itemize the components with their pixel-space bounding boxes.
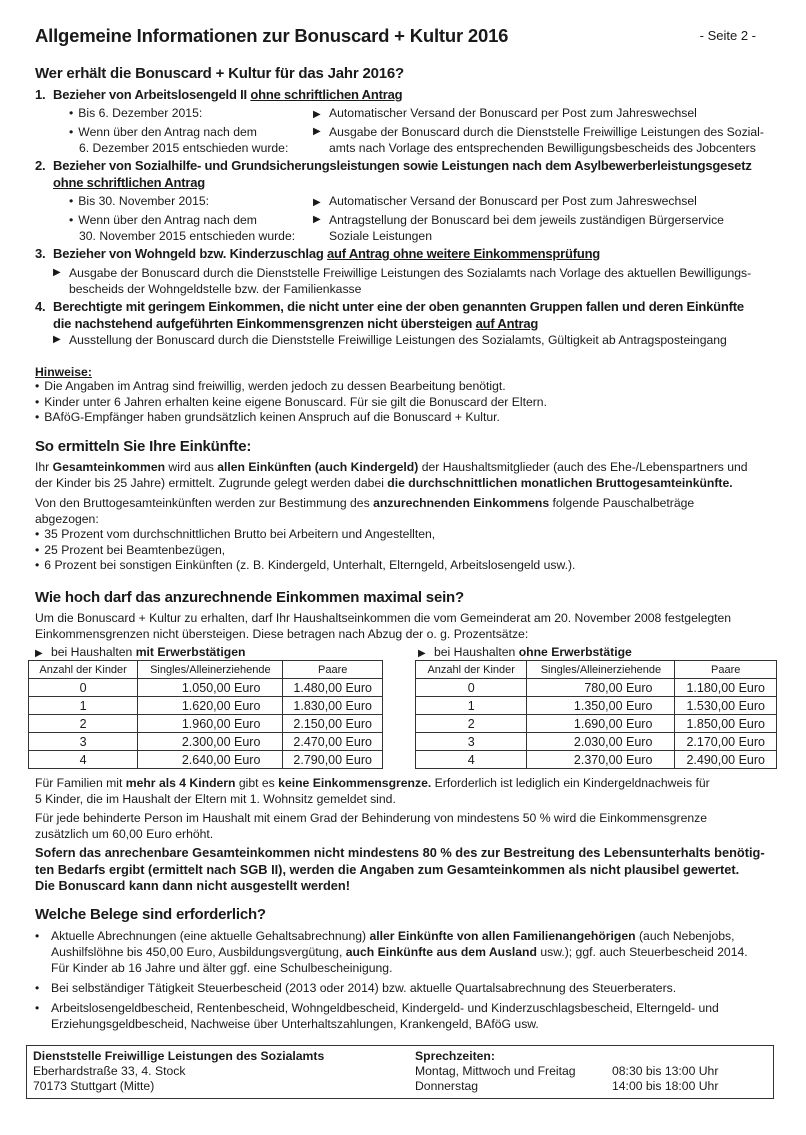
contact-box	[26, 1045, 774, 1099]
income-table-employed	[28, 660, 383, 769]
office-address	[33, 1049, 324, 1094]
table-header: Paare	[675, 661, 777, 679]
table-header: Singles/Alleinerziehende	[527, 661, 675, 679]
table-row: 4 2.370,00 Euro 2.490,00 Euro	[416, 751, 777, 769]
table-header: Anzahl der Kinder	[416, 661, 527, 679]
hint-item: • Die Angaben im Antrag sind freiwillig, werden jedoch zu dessen Bearbeitung benötigt.	[35, 379, 547, 395]
arrow-right-icon: ▶	[313, 126, 321, 137]
group-4-number: 4.	[35, 299, 46, 314]
income-table-unemployed	[415, 660, 777, 769]
office-hours-days: Montag, Mittwoch und Freitag	[415, 1064, 576, 1078]
office-hours-time: 14:00 bis 18:00 Uhr	[612, 1079, 719, 1093]
document-item: • Arbeitslosengeldbescheid, Rentenbescheid, Wohngeldbescheid, Kindergeld- und Kinderzuschlagsbescheid, Elterngeld- und Erziehungsgeldbescheid, Nachweise über Unterhaltszahlungen, Krankengeld, BAföG usw.	[35, 1001, 719, 1031]
documents-list	[35, 928, 795, 1032]
group-1-number: 1.	[35, 87, 46, 102]
table-header: Anzahl der Kinder	[29, 661, 138, 679]
office-hours-heading: Sprechzeiten:	[415, 1049, 495, 1063]
table-header: Paare	[283, 661, 383, 679]
group-1-underlined: ohne schriftlichen Antrag	[250, 87, 403, 102]
income-paragraph-1: Ihr Gesamteinkommen wird aus allen Einkünften (auch Kindergeld) der Haushaltsmitglieder (auch des Ehe-/Lebenspartners und der Kinder bis 25 Jahre) ermittelt. Zugrunde gelegt werden dabei die durchschnittlichen monatlichen Bruttogesamteinkünfte.	[35, 460, 748, 490]
hint-item: • Kinder unter 6 Jahren erhalten keine eigene Bonuscard. Für sie gilt die Bonuscard der Eltern.	[35, 395, 547, 411]
table-row: 3 2.300,00 Euro 2.470,00 Euro	[29, 733, 383, 751]
office-hours-time: 08:30 bis 13:00 Uhr	[612, 1064, 719, 1078]
table-row: 1 1.620,00 Euro 1.830,00 Euro	[29, 697, 383, 715]
plausibility-warning: Sofern das anrechenbare Gesamteinkommen nicht mindestens 80 % des zur Bestreitung des Lebensunterhalts benötig- ten Bedarfs ergibt (ermittelt nach SGB II), werden die Angaben zum Gesamteinkommen als nicht plausibel gewertet. Die Bonuscard kann dann nicht ausgestellt werden!	[35, 845, 765, 893]
group-2-row-1: • Bis 30. November 2015: ▶ Automatischer Versand der Bonuscard per Post zum Jahreswechsel	[53, 193, 773, 211]
group-3-number: 3.	[35, 246, 46, 261]
deduction-item: • 35 Prozent vom durchschnittlichen Brutto bei Arbeitern und Angestellten,	[35, 527, 575, 543]
deduction-item: • 25 Prozent bei Beamtenbezügen,	[35, 543, 575, 559]
arrow-right-icon: ▶	[313, 197, 321, 208]
deduction-item: • 6 Prozent bei sonstigen Einkünften (z. B. Kindergeld, Unterhalt, Elterngeld, Arbeitslosengeld usw.).	[35, 558, 575, 574]
document-item: • Aktuelle Abrechnungen (eine aktuelle Gehaltsabrechnung) aller Einkünfte von allen Familienangehörigen (auch Nebenjobs, Aushilfslöhne bis 450,00 Euro, Ausbildungsvergütung, auch Einkünfte aus dem Ausland usw.); ggf. auch Steuerbescheid 2014. Für Kinder ab 16 Jahre und älter ggf. eine Schulbescheinigung.	[35, 929, 748, 975]
table-row: 0 1.050,00 Euro 1.480,00 Euro	[29, 679, 383, 697]
table-1-label: ▶ bei Haushalten mit Erwerbstätigen	[35, 644, 245, 662]
group-4-note: ▶ Ausstellung der Bonuscard durch die Dienststelle Freiwillige Leistungen des Sozialamts, Gültigkeit ab Antragsposteingang	[53, 333, 727, 347]
group-3-underlined: auf Antrag ohne weitere Einkommensprüfung	[327, 246, 601, 261]
eligibility-heading: Wer erhält die Bonuscard + Kultur für das Jahr 2016?	[35, 65, 405, 82]
deductions-list	[35, 527, 575, 574]
office-name: Dienststelle Freiwillige Leistungen des Sozialamts	[33, 1049, 325, 1063]
arrow-right-icon: ▶	[53, 267, 61, 278]
office-street: Eberhardstraße 33, 4. Stock	[33, 1064, 186, 1078]
group-2-heading: 2. Bezieher von Sozialhilfe- und Grundsicherungsleistungen sowie Leistungen nach dem Asylbewerberleistungsgesetz ohne schriftlichen Antrag	[35, 158, 752, 190]
group-3-heading: 3. Bezieher von Wohngeld bzw. Kinderzuschlag auf Antrag ohne weitere Einkommensprüfung	[35, 246, 601, 261]
hint-item: • BAföG-Empfänger haben grundsätzlich keinen Anspruch auf die Bonuscard + Kultur.	[35, 410, 547, 426]
arrow-right-icon: ▶	[313, 109, 321, 120]
income-heading: So ermitteln Sie Ihre Einkünfte:	[35, 438, 252, 455]
group-1-heading: 1. Bezieher von Arbeitslosengeld II ohne schriftlichen Antrag	[35, 87, 403, 102]
page-number: - Seite 2 -	[699, 28, 756, 43]
office-hours-days: Donnerstag	[415, 1079, 479, 1093]
arrow-right-icon: ▶	[35, 648, 43, 659]
limits-intro: Um die Bonuscard + Kultur zu erhalten, darf Ihr Haushaltseinkommen die vom Gemeinderat am 20. November 2008 festgelegten Einkommensgrenzen nicht übersteigen. Diese betragen nach Abzug der o. g. Prozentsätze:	[35, 611, 732, 641]
hints-heading: Hinweise:	[35, 365, 92, 379]
office-hours-times	[612, 1064, 718, 1094]
group-1-row-2: • Wenn über den Antrag nach dem 6. Dezember 2015 entschieden wurde: ▶ Ausgabe der Bonuscard durch die Dienststelle Freiwillige Leistungen des Sozial- amts nach Vorlage des entsprechenden Bewilligungsbescheids des Jobcenters	[53, 124, 773, 156]
families-note: Für Familien mit mehr als 4 Kindern gibt es keine Einkommensgrenze. Erforderlich ist lediglich ein Kindergeldnachweis für 5 Kinder, die im Haushalt der Eltern mit 1. Wohnsitz gemeldet sind.	[35, 776, 710, 806]
table-row: 2 1.960,00 Euro 2.150,00 Euro	[29, 715, 383, 733]
group-1-row-1: • Bis 6. Dezember 2015: ▶ Automatischer Versand der Bonuscard per Post zum Jahreswechsel	[53, 105, 773, 123]
arrow-right-icon: ▶	[418, 648, 426, 659]
group-4-underlined: auf Antrag	[475, 316, 539, 331]
limits-heading: Wie hoch darf das anzurechnende Einkommen maximal sein?	[35, 589, 464, 606]
documents-heading: Welche Belege sind erforderlich?	[35, 906, 266, 923]
income-paragraph-2: Von den Bruttogesamteinkünften werden zur Bestimmung des anzurechnenden Einkommens folgende Pauschalbeträge abgezogen:	[35, 496, 695, 526]
table-2-label: ▶ bei Haushalten ohne Erwerbstätige	[418, 644, 632, 662]
document-title: Allgemeine Informationen zur Bonuscard + Kultur 2016	[35, 25, 509, 46]
group-2-underlined: ohne schriftlichen Antrag	[53, 175, 205, 190]
table-row: 2 1.690,00 Euro 1.850,00 Euro	[416, 715, 777, 733]
table-row: 1 1.350,00 Euro 1.530,00 Euro	[416, 697, 777, 715]
office-city: 70173 Stuttgart (Mitte)	[33, 1079, 155, 1093]
table-row: 4 2.640,00 Euro 2.790,00 Euro	[29, 751, 383, 769]
group-3-note: ▶ Ausgabe der Bonuscard durch die Dienststelle Freiwillige Leistungen des Sozialamts nach Vorlage des aktuellen Bewilligungs- bescheids der Wohngeldstelle bzw. der Familienkasse	[53, 266, 752, 296]
arrow-right-icon: ▶	[53, 334, 61, 345]
hints-list	[35, 379, 547, 426]
arrow-right-icon: ▶	[313, 214, 321, 225]
office-hours	[415, 1049, 576, 1094]
table-row: 0 780,00 Euro 1.180,00 Euro	[416, 679, 777, 697]
table-header: Singles/Alleinerziehende	[138, 661, 283, 679]
document-item: • Bei selbständiger Tätigkeit Steuerbescheid (2013 oder 2014) bzw. aktuelle Quartalsabrechnung des Steuerberaters.	[35, 981, 677, 995]
group-2-number: 2.	[35, 158, 46, 173]
group-4-heading: 4. Berechtigte mit geringem Einkommen, die nicht unter eine der oben genannten Gruppen fallen und deren Einkünfte die nachstehend aufgeführten Einkommensgrenzen nicht übersteigen auf Antrag	[35, 299, 744, 331]
table-row: 3 2.030,00 Euro 2.170,00 Euro	[416, 733, 777, 751]
disability-note: Für jede behinderte Person im Haushalt mit einem Grad der Behinderung von mindestens 50 % wird die Einkommensgrenze zusätzlich um 60,00 Euro erhöht.	[35, 811, 708, 841]
group-2-row-2: • Wenn über den Antrag nach dem 30. November 2015 entschieden wurde: ▶ Antragstellung der Bonuscard bei dem jeweils zuständigen Bürgerservice Soziale Leistungen	[53, 212, 773, 244]
